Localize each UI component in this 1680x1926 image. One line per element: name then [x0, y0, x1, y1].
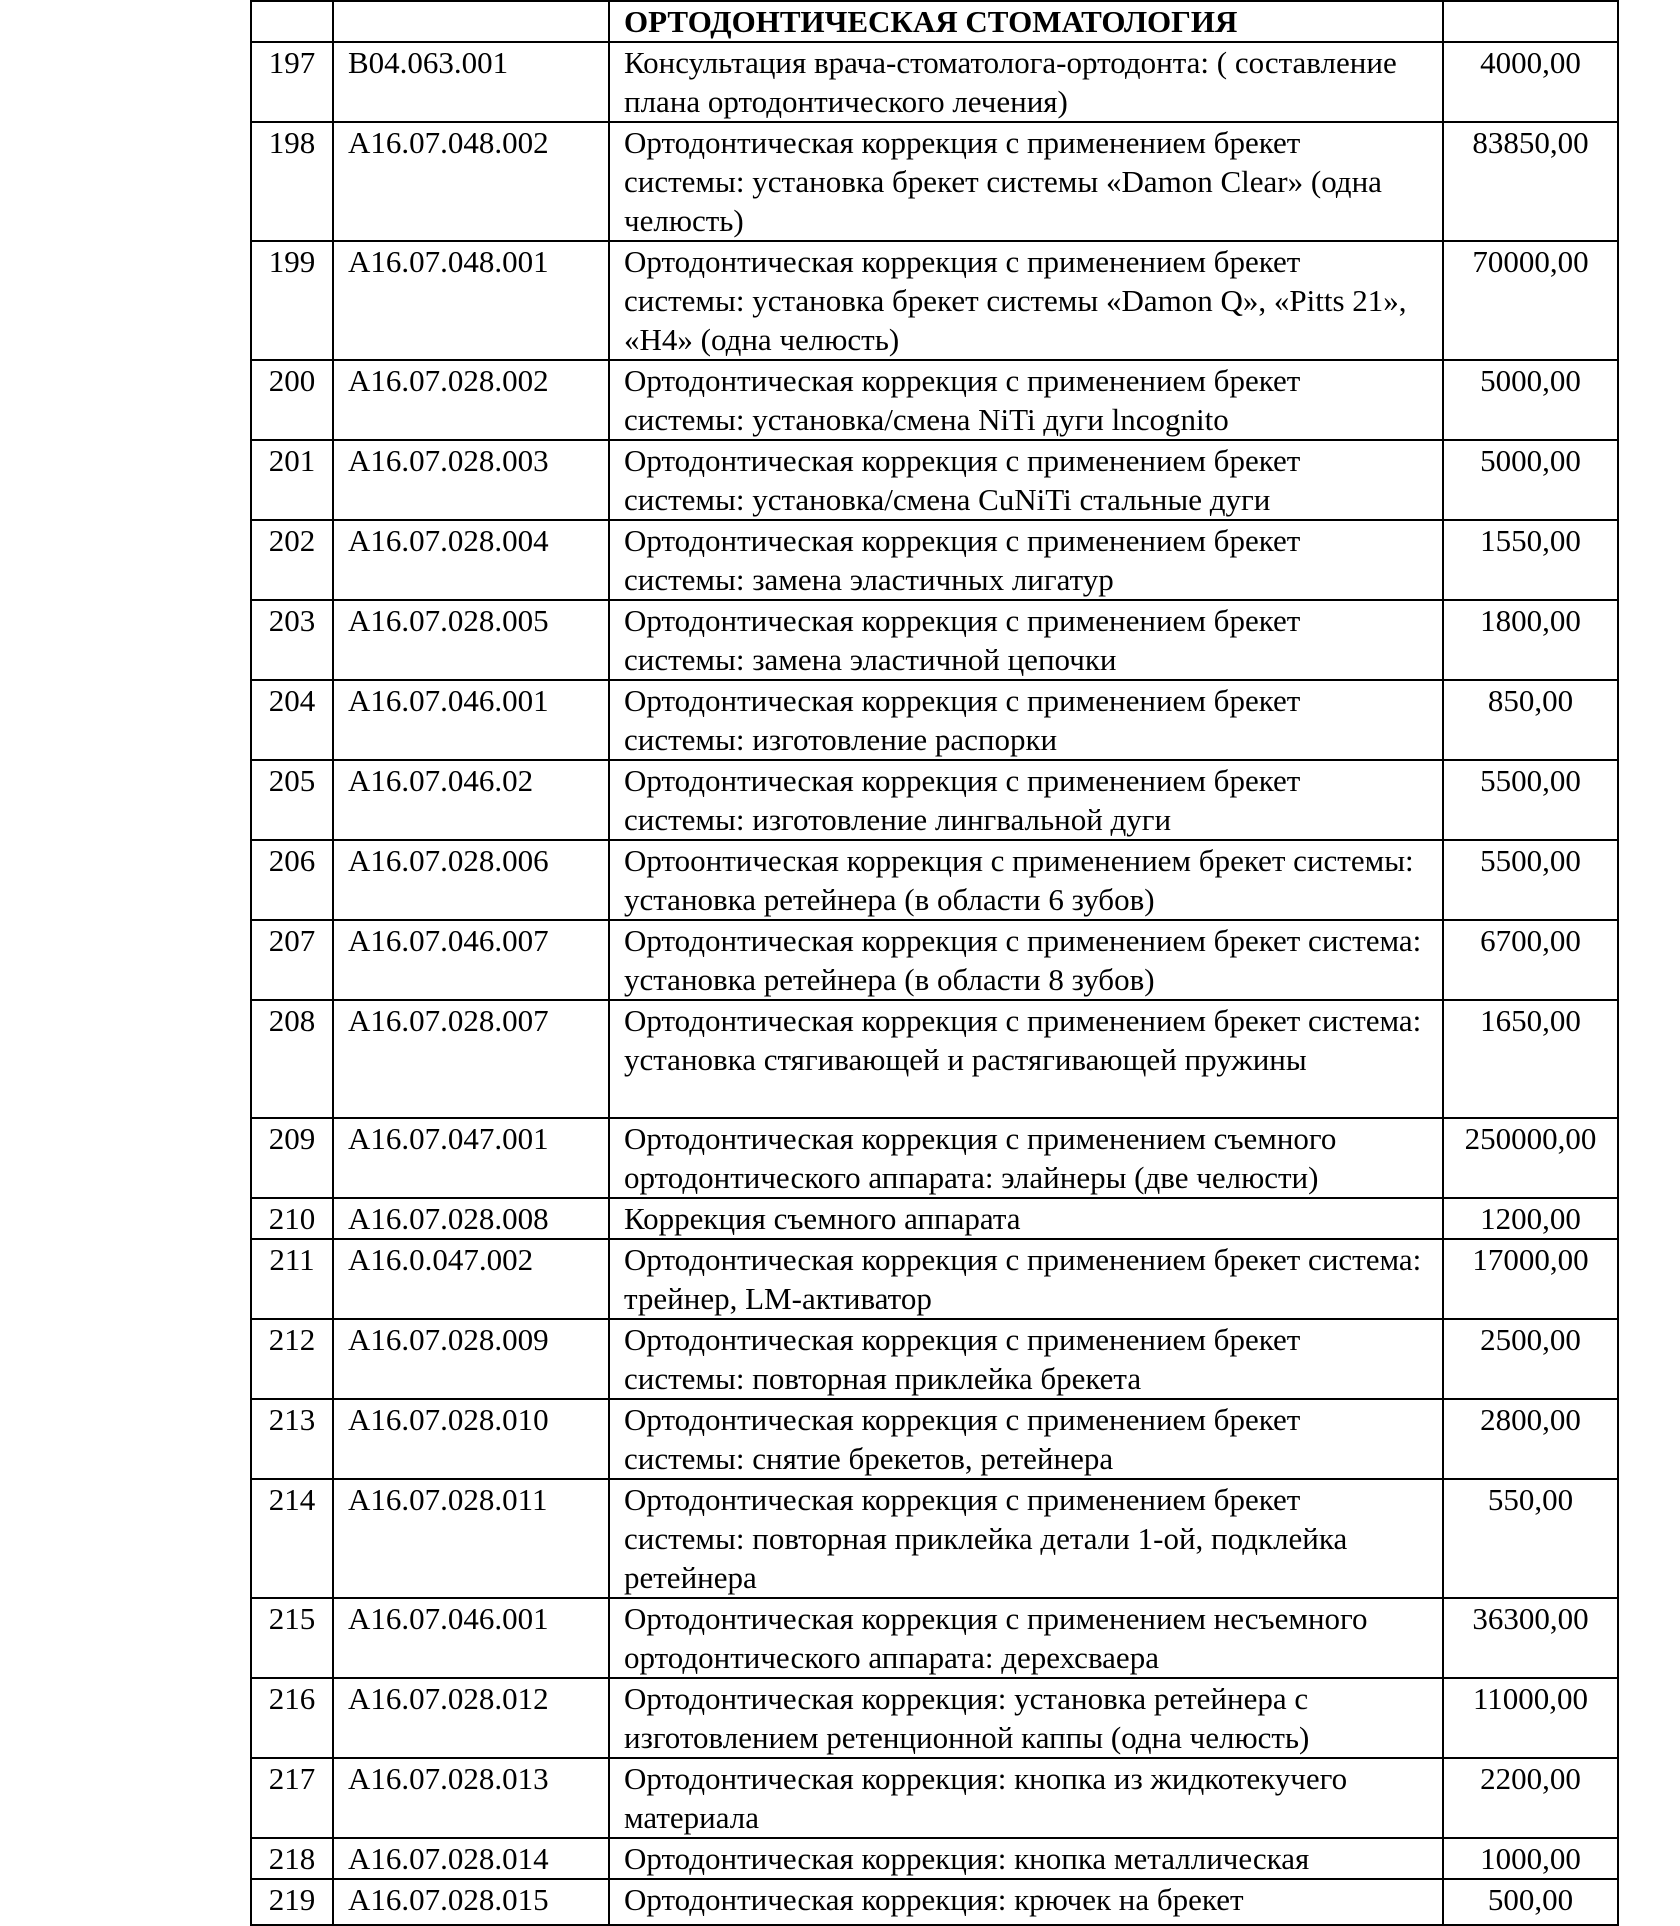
- service-name: Ортодонтическая коррекция с применением брекет системы: установка брекет системы «Damon Clear» (одна челюсть): [609, 122, 1443, 241]
- table-row: [251, 520, 1618, 600]
- service-name: Ортодонтическая коррекция с применением брекет системы: замена эластичной цепочки: [609, 600, 1443, 680]
- table-row: [251, 1758, 1618, 1838]
- section-header-row: [251, 1, 1618, 42]
- service-name: Ортодонтическая коррекция с применением съемного ортодонтического аппарата: элайнеры (две челюсти): [609, 1118, 1443, 1198]
- service-name: Ортодонтическая коррекция с применением брекет системы: установка брекет системы «Damon Q», «Pitts 21», «H4» (одна челюсть): [609, 241, 1443, 360]
- service-name: Ортодонтическая коррекция с применением несъемного ортодонтического аппарата: дерехсваера: [609, 1598, 1443, 1678]
- table-row: [251, 1598, 1618, 1678]
- service-code: А16.07.046.001: [333, 680, 609, 760]
- row-number: 203: [251, 600, 333, 680]
- section-empty-code-cell: [333, 1, 609, 42]
- table-row: [251, 1118, 1618, 1198]
- row-number: 211: [251, 1239, 333, 1319]
- service-name: Консультация врача-стоматолога-ортодонта: ( составление плана ортодонтического лечения): [609, 42, 1443, 122]
- table-row: [251, 1838, 1618, 1879]
- service-price: 1550,00: [1443, 520, 1618, 600]
- table-row: [251, 42, 1618, 122]
- service-price: 5500,00: [1443, 760, 1618, 840]
- row-number: 200: [251, 360, 333, 440]
- service-code: А16.07.028.007: [333, 1000, 609, 1118]
- service-name: Ортодонтическая коррекция с применением брекет системы: повторная приклейка брекета: [609, 1319, 1443, 1399]
- section-empty-num-cell: [251, 1, 333, 42]
- table-row: [251, 840, 1618, 920]
- service-code: А16.07.028.004: [333, 520, 609, 600]
- service-price: 500,00: [1443, 1879, 1618, 1925]
- service-price: 36300,00: [1443, 1598, 1618, 1678]
- service-price: 83850,00: [1443, 122, 1618, 241]
- service-price: 2800,00: [1443, 1399, 1618, 1479]
- service-code: А16.07.028.009: [333, 1319, 609, 1399]
- service-price: 2500,00: [1443, 1319, 1618, 1399]
- service-code: А16.07.028.012: [333, 1678, 609, 1758]
- service-name: Ортодонтическая коррекция: кнопка металлическая: [609, 1838, 1443, 1879]
- service-price: 1000,00: [1443, 1838, 1618, 1879]
- service-price: 250000,00: [1443, 1118, 1618, 1198]
- service-price: 6700,00: [1443, 920, 1618, 1000]
- row-number: 219: [251, 1879, 333, 1925]
- row-number: 207: [251, 920, 333, 1000]
- row-number: 199: [251, 241, 333, 360]
- price-list-page: [250, 0, 1617, 1926]
- service-code: А16.07.028.014: [333, 1838, 609, 1879]
- service-price: 5000,00: [1443, 440, 1618, 520]
- table-row: [251, 360, 1618, 440]
- service-price: 1800,00: [1443, 600, 1618, 680]
- row-number: 216: [251, 1678, 333, 1758]
- service-code: А16.07.046.02: [333, 760, 609, 840]
- row-number: 214: [251, 1479, 333, 1598]
- table-row: [251, 600, 1618, 680]
- table-row: [251, 680, 1618, 760]
- table-row: [251, 122, 1618, 241]
- service-name: Ортодонтическая коррекция с применением брекет системы: установка/смена NiTi дуги lncognito: [609, 360, 1443, 440]
- service-name: Ортодонтическая коррекция с применением брекет система: трейнер, LM-активатор: [609, 1239, 1443, 1319]
- table-row: [251, 1319, 1618, 1399]
- service-code: А16.0.047.002: [333, 1239, 609, 1319]
- row-number: 213: [251, 1399, 333, 1479]
- table-row: [251, 241, 1618, 360]
- row-number: 215: [251, 1598, 333, 1678]
- service-price: 5500,00: [1443, 840, 1618, 920]
- service-code: А16.07.028.011: [333, 1479, 609, 1598]
- row-number: 218: [251, 1838, 333, 1879]
- service-price: 4000,00: [1443, 42, 1618, 122]
- row-number: 204: [251, 680, 333, 760]
- table-row: [251, 920, 1618, 1000]
- table-row: [251, 1198, 1618, 1239]
- service-code: А16.07.028.013: [333, 1758, 609, 1838]
- table-row: [251, 1879, 1618, 1925]
- service-name: Ортодонтическая коррекция с применением брекет системы: изготовление лингвальной дуги: [609, 760, 1443, 840]
- table-row: [251, 1678, 1618, 1758]
- service-name: Ортодонтическая коррекция с применением брекет системы: замена эластичных лигатур: [609, 520, 1443, 600]
- service-code: А16.07.028.006: [333, 840, 609, 920]
- service-code: А16.07.028.010: [333, 1399, 609, 1479]
- row-number: 202: [251, 520, 333, 600]
- table-row: [251, 1479, 1618, 1598]
- service-price: 11000,00: [1443, 1678, 1618, 1758]
- service-code: А16.07.046.007: [333, 920, 609, 1000]
- row-number: 217: [251, 1758, 333, 1838]
- service-code: А16.07.028.008: [333, 1198, 609, 1239]
- table-row: [251, 440, 1618, 520]
- row-number: 209: [251, 1118, 333, 1198]
- row-number: 205: [251, 760, 333, 840]
- service-name: Ортодонтическая коррекция: кнопка из жидкотекучего материала: [609, 1758, 1443, 1838]
- service-price: 17000,00: [1443, 1239, 1618, 1319]
- row-number: 197: [251, 42, 333, 122]
- service-name: Ортодонтическая коррекция: крючек на брекет: [609, 1879, 1443, 1925]
- service-name: Ортодонтическая коррекция с применением брекет системы: установка/смена CuNiTi стальные дуги: [609, 440, 1443, 520]
- row-number: 210: [251, 1198, 333, 1239]
- service-code: А16.07.028.005: [333, 600, 609, 680]
- service-name: Коррекция съемного аппарата: [609, 1198, 1443, 1239]
- service-price: 1650,00: [1443, 1000, 1618, 1118]
- table-row: [251, 760, 1618, 840]
- service-price: 850,00: [1443, 680, 1618, 760]
- service-name: Ортодонтическая коррекция с применением брекет системы: снятие брекетов, ретейнера: [609, 1399, 1443, 1479]
- price-table: [250, 0, 1619, 1926]
- row-number: 201: [251, 440, 333, 520]
- service-price: 5000,00: [1443, 360, 1618, 440]
- service-code: А16.07.028.003: [333, 440, 609, 520]
- service-name: Ортодонтическая коррекция с применением брекет системы: изготовление распорки: [609, 680, 1443, 760]
- service-code: А16.07.048.001: [333, 241, 609, 360]
- service-code: А16.07.028.002: [333, 360, 609, 440]
- table-row: [251, 1239, 1618, 1319]
- service-code: А16.07.047.001: [333, 1118, 609, 1198]
- service-name: Ортодонтическая коррекция: установка ретейнера с изготовлением ретенционной каппы (одна челюсть): [609, 1678, 1443, 1758]
- service-name: Ортодонтическая коррекция с применением брекет система: установка ретейнера (в области 8 зубов): [609, 920, 1443, 1000]
- table-row: [251, 1000, 1618, 1118]
- service-price: 550,00: [1443, 1479, 1618, 1598]
- row-number: 212: [251, 1319, 333, 1399]
- service-price: 1200,00: [1443, 1198, 1618, 1239]
- section-empty-price-cell: [1443, 1, 1618, 42]
- service-name: Ортодонтическая коррекция с применением брекет системы: повторная приклейка детали 1-ой, подклейка ретейнера: [609, 1479, 1443, 1598]
- service-code: А16.07.048.002: [333, 122, 609, 241]
- service-name: Ортодонтическая коррекция с применением брекет система: установка стягивающей и растягивающей пружины: [609, 1000, 1443, 1118]
- row-number: 206: [251, 840, 333, 920]
- service-code: А16.07.046.001: [333, 1598, 609, 1678]
- service-name: Ортоонтическая коррекция с применением брекет системы: установка ретейнера (в области 6 зубов): [609, 840, 1443, 920]
- table-row: [251, 1399, 1618, 1479]
- service-price: 70000,00: [1443, 241, 1618, 360]
- row-number: 198: [251, 122, 333, 241]
- service-code: В04.063.001: [333, 42, 609, 122]
- service-price: 2200,00: [1443, 1758, 1618, 1838]
- row-number: 208: [251, 1000, 333, 1118]
- service-code: А16.07.028.015: [333, 1879, 609, 1925]
- section-title: ОРТОДОНТИЧЕСКАЯ СТОМАТОЛОГИЯ: [609, 1, 1443, 42]
